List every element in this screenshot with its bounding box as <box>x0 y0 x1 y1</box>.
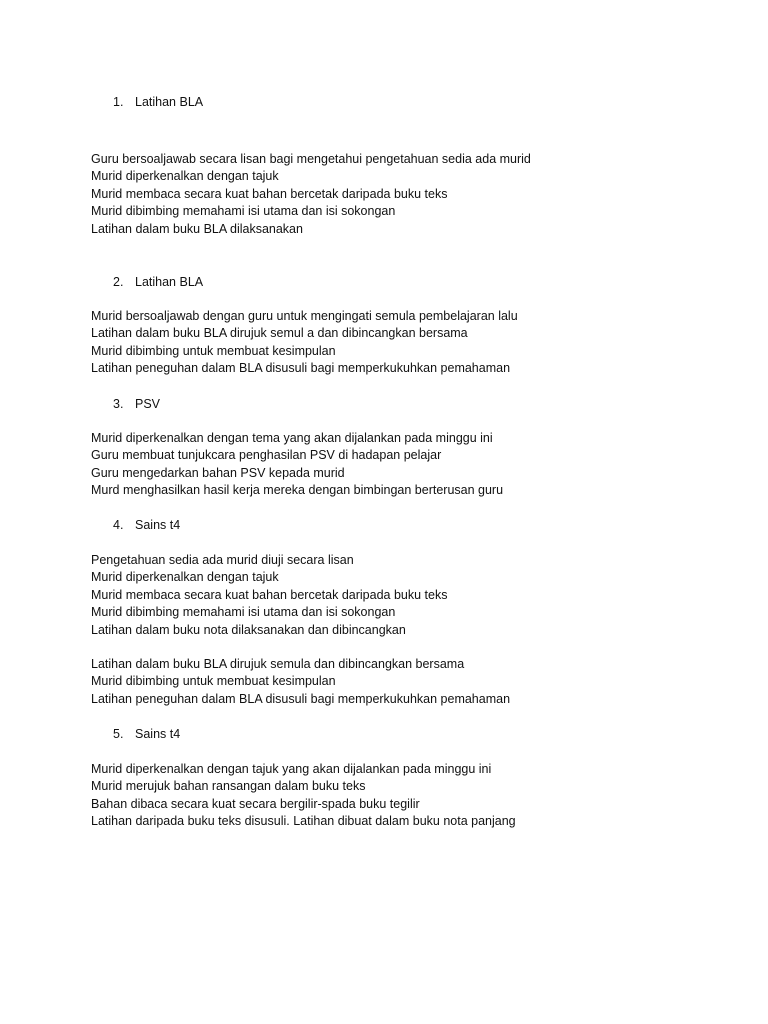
text-line: Guru bersoaljawab secara lisan bagi mengetahui pengetahuan sedia ada murid <box>91 152 531 166</box>
text-line: Bahan dibaca secara kuat secara bergilir-spada buku tegilir <box>91 796 420 811</box>
text-line: Murid diperkenalkan dengan tajuk <box>91 570 279 585</box>
text-line: Latihan dalam buku nota dilaksanakan dan dibincangkan <box>91 622 406 637</box>
text-line: Latihan peneguhan dalam BLA disusuli bagi memperkukuhkan pemahaman <box>91 361 511 376</box>
text-line: Pengetahuan sedia ada murid diuji secara lisan <box>91 553 354 567</box>
section-2-number: 2. <box>113 275 124 289</box>
section-4-heading <box>113 517 180 533</box>
section-4-lines <box>91 552 447 639</box>
text-line: Murid dibimbing memahami isi utama dan isi sokongan <box>91 204 396 219</box>
text-line: Latihan peneguhan dalam BLA disusuli bagi memperkukuhkan pemahaman <box>91 691 511 706</box>
text-line: Latihan dalam buku BLA dirujuk semula dan dibincangkan bersama <box>91 657 465 671</box>
text-line: Murid diperkenalkan dengan tajuk <box>91 169 279 184</box>
section-2-title: Latihan BLA <box>135 275 204 289</box>
section-4-number: 4. <box>113 518 124 532</box>
section-4-title: Sains t4 <box>135 518 181 532</box>
section-5-heading <box>113 726 180 742</box>
text-line: Murid dibimbing untuk membuat kesimpulan <box>91 343 336 358</box>
section-5-title: Sains t4 <box>135 727 181 741</box>
section-3-number: 3. <box>113 397 124 411</box>
section-2-lines <box>91 308 518 378</box>
section-3-title: PSV <box>135 397 161 411</box>
text-line: Murd menghasilkan hasil kerja mereka dengan bimbingan berterusan guru <box>91 483 504 498</box>
text-line: Latihan dalam buku BLA dirujuk semul a dan dibincangkan bersama <box>91 326 468 341</box>
section-1-title: Latihan BLA <box>135 95 204 109</box>
text-line: Murid diperkenalkan dengan tema yang akan dijalankan pada minggu ini <box>91 431 493 445</box>
text-line: Murid diperkenalkan dengan tajuk yang akan dijalankan pada minggu ini <box>91 762 492 776</box>
section-5-lines <box>91 761 516 831</box>
text-line: Murid membaca secara kuat bahan bercetak daripada buku teks <box>91 186 448 201</box>
text-line: Latihan daripada buku teks disusuli. Latihan dibuat dalam buku nota panjang <box>91 814 516 829</box>
section-3-lines <box>91 430 503 500</box>
text-line: Murid bersoaljawab dengan guru untuk mengingati semula pembelajaran lalu <box>91 309 518 323</box>
section-1-number: 1. <box>113 95 124 109</box>
text-line: Murid dibimbing untuk membuat kesimpulan <box>91 674 336 689</box>
text-line: Murid membaca secara kuat bahan bercetak daripada buku teks <box>91 587 448 602</box>
section-3-heading <box>113 396 160 412</box>
text-line: Guru membuat tunjukcara penghasilan PSV di hadapan pelajar <box>91 448 442 463</box>
text-line: Murid merujuk bahan ransangan dalam buku teks <box>91 779 366 794</box>
text-line: Guru mengedarkan bahan PSV kepada murid <box>91 465 345 480</box>
section-2-heading <box>113 274 203 290</box>
text-line: Murid dibimbing memahami isi utama dan isi sokongan <box>91 605 396 620</box>
text-line: Latihan dalam buku BLA dilaksanakan <box>91 221 303 236</box>
section-5-number: 5. <box>113 727 124 741</box>
section-1-heading <box>113 94 203 110</box>
section-4-lines-b <box>91 656 510 708</box>
section-1-lines <box>91 151 531 238</box>
